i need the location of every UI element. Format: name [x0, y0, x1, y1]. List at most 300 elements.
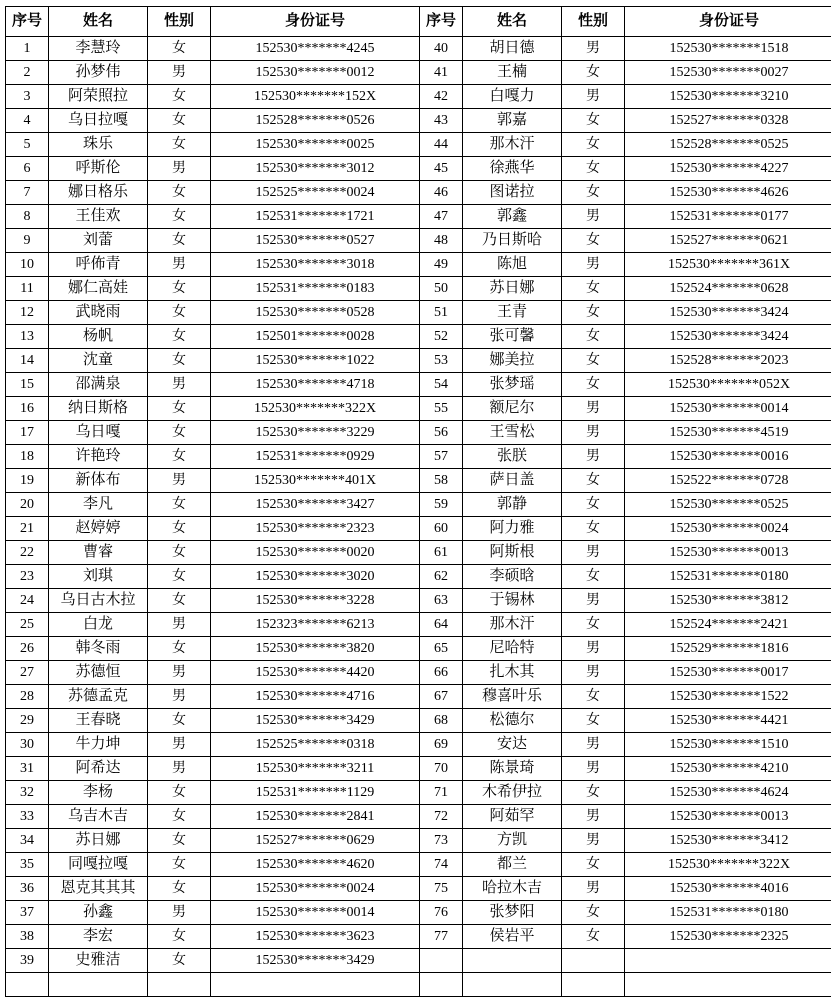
- cell-name-left: 李杨: [49, 781, 148, 805]
- cell-seq-right: 47: [420, 205, 463, 229]
- column-header-name-left: 姓名: [49, 7, 148, 37]
- cell-id-right: 152522*******0728: [625, 469, 831, 493]
- cell-seq-left: 28: [6, 685, 49, 709]
- cell-seq-left: 14: [6, 349, 49, 373]
- table-row: [6, 805, 831, 829]
- cell-name-right: 安达: [463, 733, 562, 757]
- cell-gender-right: 女: [562, 517, 625, 541]
- column-header-seq-right: 序号: [420, 7, 463, 37]
- cell-gender-right: 男: [562, 397, 625, 421]
- cell-name-right: 木希伊拉: [463, 781, 562, 805]
- cell-gender-right: 男: [562, 205, 625, 229]
- cell-name-right: 张梦阳: [463, 901, 562, 925]
- cell-name-left: 孙鑫: [49, 901, 148, 925]
- cell-name-right: 郭静: [463, 493, 562, 517]
- cell-name-right: 陈旭: [463, 253, 562, 277]
- cell-seq-left: 32: [6, 781, 49, 805]
- cell-gender-right: 女: [562, 349, 625, 373]
- roster-table: [5, 6, 831, 997]
- table-row: [6, 397, 831, 421]
- cell-name-left: 韩冬雨: [49, 637, 148, 661]
- cell-id-right: 152530*******0014: [625, 397, 831, 421]
- cell-id-right: 152530*******0013: [625, 541, 831, 565]
- cell-id-right: 152530*******4210: [625, 757, 831, 781]
- cell-seq-left: 33: [6, 805, 49, 829]
- cell-seq-left: 30: [6, 733, 49, 757]
- cell-id-left: 152530*******4245: [211, 37, 420, 61]
- cell-name-right: 都兰: [463, 853, 562, 877]
- cell-id-right: 152530*******0017: [625, 661, 831, 685]
- cell-id-left: 152530*******3820: [211, 637, 420, 661]
- cell-name-left: 李宏: [49, 925, 148, 949]
- cell-seq-right: 69: [420, 733, 463, 757]
- cell-id-left: 152530*******4716: [211, 685, 420, 709]
- cell-name-left: 呼佈青: [49, 253, 148, 277]
- cell-name-right: 郭嘉: [463, 109, 562, 133]
- cell-id-right: 152530*******0024: [625, 517, 831, 541]
- cell-seq-left: 12: [6, 301, 49, 325]
- table-row: [6, 925, 831, 949]
- table-body: [6, 37, 831, 997]
- cell-id-left: 152530*******0025: [211, 133, 420, 157]
- cell-name-left: 新体布: [49, 469, 148, 493]
- table-row: [6, 637, 831, 661]
- table-row: [6, 157, 831, 181]
- table-row: [6, 517, 831, 541]
- cell-seq-right: 62: [420, 565, 463, 589]
- cell-gender-right: 女: [562, 469, 625, 493]
- cell-id-right: 152531*******0180: [625, 565, 831, 589]
- cell-gender-right: 女: [562, 133, 625, 157]
- cell-name-left: 王春晓: [49, 709, 148, 733]
- table-row: [6, 733, 831, 757]
- cell-seq-right: 68: [420, 709, 463, 733]
- cell-gender-left: 男: [148, 661, 211, 685]
- cell-name-right: [463, 949, 562, 973]
- cell-id-left: 152530*******0014: [211, 901, 420, 925]
- cell-name-left: 苏德孟克: [49, 685, 148, 709]
- cell-id-left: 152530*******2841: [211, 805, 420, 829]
- cell-id-right: 152528*******0525: [625, 133, 831, 157]
- cell-seq-right: 56: [420, 421, 463, 445]
- cell-id-right: 152524*******0628: [625, 277, 831, 301]
- cell-id-right: 152530*******361X: [625, 253, 831, 277]
- table-row: [6, 613, 831, 637]
- table-row: [6, 661, 831, 685]
- cell-gender-left: 男: [148, 733, 211, 757]
- cell-gender-left: 女: [148, 637, 211, 661]
- cell-gender-right: 女: [562, 325, 625, 349]
- table-row: [6, 901, 831, 925]
- cell-gender-right: 女: [562, 613, 625, 637]
- cell-gender-left: 女: [148, 781, 211, 805]
- cell-seq-right: 65: [420, 637, 463, 661]
- cell-name-right: 侯岩平: [463, 925, 562, 949]
- cell-gender-right: 男: [562, 445, 625, 469]
- cell-name-left: 苏德恒: [49, 661, 148, 685]
- cell-name-right: 胡日德: [463, 37, 562, 61]
- cell-gender-right: 女: [562, 685, 625, 709]
- cell-name-left: 乌日拉嘎: [49, 109, 148, 133]
- cell-seq-right: 59: [420, 493, 463, 517]
- cell-seq-right: 42: [420, 85, 463, 109]
- cell-seq-left: [6, 973, 49, 997]
- cell-seq-left: 9: [6, 229, 49, 253]
- cell-name-right: 阿力雅: [463, 517, 562, 541]
- cell-id-left: 152530*******3429: [211, 949, 420, 973]
- table-row: [6, 853, 831, 877]
- cell-id-left: 152531*******0183: [211, 277, 420, 301]
- cell-name-left: 乌日古木拉: [49, 589, 148, 613]
- cell-seq-left: 2: [6, 61, 49, 85]
- table-row: [6, 85, 831, 109]
- cell-id-left: 152531*******0929: [211, 445, 420, 469]
- table-row: [6, 349, 831, 373]
- cell-name-right: 娜美拉: [463, 349, 562, 373]
- cell-gender-right: 男: [562, 253, 625, 277]
- cell-id-left: 152530*******4420: [211, 661, 420, 685]
- cell-gender-left: 女: [148, 349, 211, 373]
- cell-id-right: 152528*******2023: [625, 349, 831, 373]
- cell-name-left: 白龙: [49, 613, 148, 637]
- cell-id-left: 152530*******3429: [211, 709, 420, 733]
- cell-name-left: 赵婷婷: [49, 517, 148, 541]
- cell-gender-left: [148, 973, 211, 997]
- cell-seq-right: 66: [420, 661, 463, 685]
- cell-id-right: 152530*******2325: [625, 925, 831, 949]
- table-row: [6, 589, 831, 613]
- column-header-id-left: 身份证号: [211, 7, 420, 37]
- cell-seq-left: 19: [6, 469, 49, 493]
- cell-seq-left: 29: [6, 709, 49, 733]
- cell-seq-left: 26: [6, 637, 49, 661]
- cell-name-left: [49, 973, 148, 997]
- cell-gender-left: 女: [148, 421, 211, 445]
- cell-id-left: 152323*******6213: [211, 613, 420, 637]
- cell-gender-left: 男: [148, 373, 211, 397]
- cell-name-left: 刘蕾: [49, 229, 148, 253]
- cell-name-right: 乃日斯哈: [463, 229, 562, 253]
- cell-id-left: 152530*******3012: [211, 157, 420, 181]
- cell-gender-right: 男: [562, 877, 625, 901]
- cell-id-right: 152530*******1522: [625, 685, 831, 709]
- cell-gender-right: 女: [562, 373, 625, 397]
- table-row: [6, 325, 831, 349]
- cell-gender-left: 女: [148, 829, 211, 853]
- cell-seq-left: 25: [6, 613, 49, 637]
- cell-name-left: 王佳欢: [49, 205, 148, 229]
- cell-id-right: 152530*******0016: [625, 445, 831, 469]
- cell-name-left: 孙梦伟: [49, 61, 148, 85]
- cell-seq-left: 13: [6, 325, 49, 349]
- cell-seq-right: 57: [420, 445, 463, 469]
- cell-id-left: 152531*******1721: [211, 205, 420, 229]
- cell-seq-right: 73: [420, 829, 463, 853]
- cell-gender-right: 男: [562, 805, 625, 829]
- table-row: [6, 37, 831, 61]
- cell-gender-left: 女: [148, 805, 211, 829]
- cell-id-right: 152530*******3424: [625, 325, 831, 349]
- table-row: [6, 877, 831, 901]
- cell-name-right: [463, 973, 562, 997]
- cell-gender-left: 女: [148, 229, 211, 253]
- cell-seq-right: 61: [420, 541, 463, 565]
- cell-name-left: 乌吉木吉: [49, 805, 148, 829]
- cell-name-left: 杨帆: [49, 325, 148, 349]
- cell-gender-left: 女: [148, 949, 211, 973]
- cell-gender-right: 女: [562, 61, 625, 85]
- cell-seq-left: 31: [6, 757, 49, 781]
- cell-id-left: 152530*******1022: [211, 349, 420, 373]
- table-row: [6, 949, 831, 973]
- cell-id-right: 152530*******4227: [625, 157, 831, 181]
- table-row: [6, 229, 831, 253]
- cell-id-left: 152530*******4620: [211, 853, 420, 877]
- cell-seq-right: 43: [420, 109, 463, 133]
- cell-name-left: 珠乐: [49, 133, 148, 157]
- cell-id-right: 152530*******0525: [625, 493, 831, 517]
- table-row: [6, 469, 831, 493]
- cell-name-left: 娜仁高娃: [49, 277, 148, 301]
- cell-gender-right: 男: [562, 37, 625, 61]
- cell-gender-right: 女: [562, 781, 625, 805]
- cell-name-right: 阿斯根: [463, 541, 562, 565]
- cell-gender-right: 女: [562, 493, 625, 517]
- cell-seq-left: 23: [6, 565, 49, 589]
- cell-seq-left: 8: [6, 205, 49, 229]
- cell-id-left: 152525*******0318: [211, 733, 420, 757]
- cell-seq-left: 36: [6, 877, 49, 901]
- cell-gender-right: 男: [562, 637, 625, 661]
- cell-seq-left: 6: [6, 157, 49, 181]
- cell-seq-right: 50: [420, 277, 463, 301]
- cell-gender-left: 女: [148, 133, 211, 157]
- cell-seq-right: 41: [420, 61, 463, 85]
- cell-id-right: 152530*******3210: [625, 85, 831, 109]
- cell-seq-right: 55: [420, 397, 463, 421]
- cell-seq-left: 7: [6, 181, 49, 205]
- cell-id-right: [625, 973, 831, 997]
- cell-gender-right: 女: [562, 301, 625, 325]
- cell-seq-right: 54: [420, 373, 463, 397]
- table-row: [6, 685, 831, 709]
- cell-id-left: 152528*******0526: [211, 109, 420, 133]
- cell-id-left: 152501*******0028: [211, 325, 420, 349]
- cell-name-left: 乌日嘎: [49, 421, 148, 445]
- cell-id-left: 152525*******0024: [211, 181, 420, 205]
- cell-seq-right: [420, 949, 463, 973]
- cell-seq-right: 58: [420, 469, 463, 493]
- cell-seq-left: 11: [6, 277, 49, 301]
- table-row: [6, 301, 831, 325]
- table-row: [6, 253, 831, 277]
- cell-name-right: 扎木其: [463, 661, 562, 685]
- cell-gender-left: 女: [148, 877, 211, 901]
- cell-seq-left: 16: [6, 397, 49, 421]
- cell-id-right: 152531*******0177: [625, 205, 831, 229]
- cell-seq-left: 38: [6, 925, 49, 949]
- cell-name-right: 萨日盖: [463, 469, 562, 493]
- cell-gender-right: 男: [562, 421, 625, 445]
- cell-gender-left: 女: [148, 277, 211, 301]
- cell-seq-left: 22: [6, 541, 49, 565]
- cell-id-left: [211, 973, 420, 997]
- table-row: [6, 421, 831, 445]
- cell-name-left: 曹睿: [49, 541, 148, 565]
- table-row: [6, 757, 831, 781]
- cell-id-right: 152530*******1518: [625, 37, 831, 61]
- header-row: [6, 7, 831, 37]
- cell-name-right: 郭鑫: [463, 205, 562, 229]
- table-row: [6, 205, 831, 229]
- column-header-name-right: 姓名: [463, 7, 562, 37]
- cell-id-left: 152530*******3228: [211, 589, 420, 613]
- cell-name-right: 穆喜叶乐: [463, 685, 562, 709]
- table-row: [6, 109, 831, 133]
- cell-name-left: 纳日斯格: [49, 397, 148, 421]
- cell-id-right: 152530*******3412: [625, 829, 831, 853]
- cell-gender-left: 男: [148, 757, 211, 781]
- cell-name-left: 邵满泉: [49, 373, 148, 397]
- table-row: [6, 445, 831, 469]
- cell-name-right: 额尼尔: [463, 397, 562, 421]
- cell-seq-left: 20: [6, 493, 49, 517]
- cell-name-left: 娜日格乐: [49, 181, 148, 205]
- cell-name-left: 刘琪: [49, 565, 148, 589]
- cell-seq-right: [420, 973, 463, 997]
- cell-seq-left: 4: [6, 109, 49, 133]
- cell-seq-right: 72: [420, 805, 463, 829]
- cell-gender-right: 男: [562, 661, 625, 685]
- cell-id-right: 152529*******1816: [625, 637, 831, 661]
- cell-gender-left: 女: [148, 493, 211, 517]
- cell-seq-left: 10: [6, 253, 49, 277]
- cell-id-left: 152530*******0024: [211, 877, 420, 901]
- cell-name-left: 牛力坤: [49, 733, 148, 757]
- cell-name-left: 阿希达: [49, 757, 148, 781]
- cell-gender-right: [562, 973, 625, 997]
- cell-seq-right: 51: [420, 301, 463, 325]
- cell-id-left: 152530*******0527: [211, 229, 420, 253]
- cell-id-right: [625, 949, 831, 973]
- cell-name-right: 张可馨: [463, 325, 562, 349]
- cell-seq-left: 15: [6, 373, 49, 397]
- cell-name-right: 苏日娜: [463, 277, 562, 301]
- cell-name-right: 哈拉木吉: [463, 877, 562, 901]
- cell-seq-right: 52: [420, 325, 463, 349]
- cell-seq-right: 70: [420, 757, 463, 781]
- cell-seq-right: 60: [420, 517, 463, 541]
- cell-gender-left: 男: [148, 61, 211, 85]
- cell-name-left: 许艳玲: [49, 445, 148, 469]
- cell-gender-right: 女: [562, 901, 625, 925]
- table-row: [6, 373, 831, 397]
- cell-gender-left: 男: [148, 901, 211, 925]
- cell-gender-right: 女: [562, 853, 625, 877]
- cell-seq-right: 46: [420, 181, 463, 205]
- column-header-seq-left: 序号: [6, 7, 49, 37]
- cell-gender-right: 男: [562, 733, 625, 757]
- cell-id-left: 152527*******0629: [211, 829, 420, 853]
- cell-id-right: 152530*******052X: [625, 373, 831, 397]
- cell-gender-right: [562, 949, 625, 973]
- cell-gender-right: 女: [562, 277, 625, 301]
- cell-gender-right: 男: [562, 757, 625, 781]
- cell-name-right: 白嘎力: [463, 85, 562, 109]
- cell-seq-left: 1: [6, 37, 49, 61]
- cell-gender-right: 男: [562, 85, 625, 109]
- cell-gender-right: 女: [562, 925, 625, 949]
- cell-name-right: 王雪松: [463, 421, 562, 445]
- cell-seq-right: 53: [420, 349, 463, 373]
- cell-id-right: 152530*******4626: [625, 181, 831, 205]
- table-header: [6, 7, 831, 37]
- cell-name-left: 同嘎拉嘎: [49, 853, 148, 877]
- cell-seq-right: 67: [420, 685, 463, 709]
- cell-name-right: 松德尔: [463, 709, 562, 733]
- cell-gender-left: 男: [148, 253, 211, 277]
- cell-gender-left: 女: [148, 589, 211, 613]
- cell-gender-right: 男: [562, 829, 625, 853]
- cell-id-right: 152530*******3424: [625, 301, 831, 325]
- cell-id-left: 152531*******1129: [211, 781, 420, 805]
- cell-gender-right: 女: [562, 109, 625, 133]
- cell-seq-left: 21: [6, 517, 49, 541]
- cell-seq-left: 24: [6, 589, 49, 613]
- cell-id-right: 152527*******0328: [625, 109, 831, 133]
- cell-seq-right: 48: [420, 229, 463, 253]
- cell-seq-left: 27: [6, 661, 49, 685]
- cell-seq-right: 63: [420, 589, 463, 613]
- cell-seq-right: 64: [420, 613, 463, 637]
- cell-name-left: 李慧玲: [49, 37, 148, 61]
- cell-seq-left: 5: [6, 133, 49, 157]
- cell-name-left: 呼斯伦: [49, 157, 148, 181]
- table-row: [6, 133, 831, 157]
- cell-id-left: 152530*******0528: [211, 301, 420, 325]
- column-header-gender-left: 性别: [148, 7, 211, 37]
- cell-id-right: 152527*******0621: [625, 229, 831, 253]
- cell-gender-left: 女: [148, 709, 211, 733]
- cell-seq-right: 71: [420, 781, 463, 805]
- cell-gender-left: 男: [148, 157, 211, 181]
- cell-gender-left: 女: [148, 301, 211, 325]
- cell-gender-left: 女: [148, 565, 211, 589]
- cell-id-left: 152530*******3229: [211, 421, 420, 445]
- cell-seq-right: 49: [420, 253, 463, 277]
- cell-id-left: 152530*******152X: [211, 85, 420, 109]
- cell-name-left: 武晓雨: [49, 301, 148, 325]
- cell-id-left: 152530*******3018: [211, 253, 420, 277]
- cell-gender-right: 女: [562, 565, 625, 589]
- cell-gender-right: 男: [562, 541, 625, 565]
- cell-gender-right: 女: [562, 181, 625, 205]
- cell-id-left: 152530*******3211: [211, 757, 420, 781]
- table-row: [6, 973, 831, 997]
- cell-id-right: 152531*******0180: [625, 901, 831, 925]
- cell-gender-left: 女: [148, 853, 211, 877]
- cell-seq-left: 17: [6, 421, 49, 445]
- cell-name-left: 阿荣照拉: [49, 85, 148, 109]
- cell-name-left: 苏日娜: [49, 829, 148, 853]
- cell-name-right: 方凯: [463, 829, 562, 853]
- cell-id-left: 152530*******0020: [211, 541, 420, 565]
- cell-name-right: 图诺拉: [463, 181, 562, 205]
- cell-name-left: 沈童: [49, 349, 148, 373]
- cell-name-right: 徐燕华: [463, 157, 562, 181]
- cell-gender-left: 女: [148, 397, 211, 421]
- column-header-id-right: 身份证号: [625, 7, 831, 37]
